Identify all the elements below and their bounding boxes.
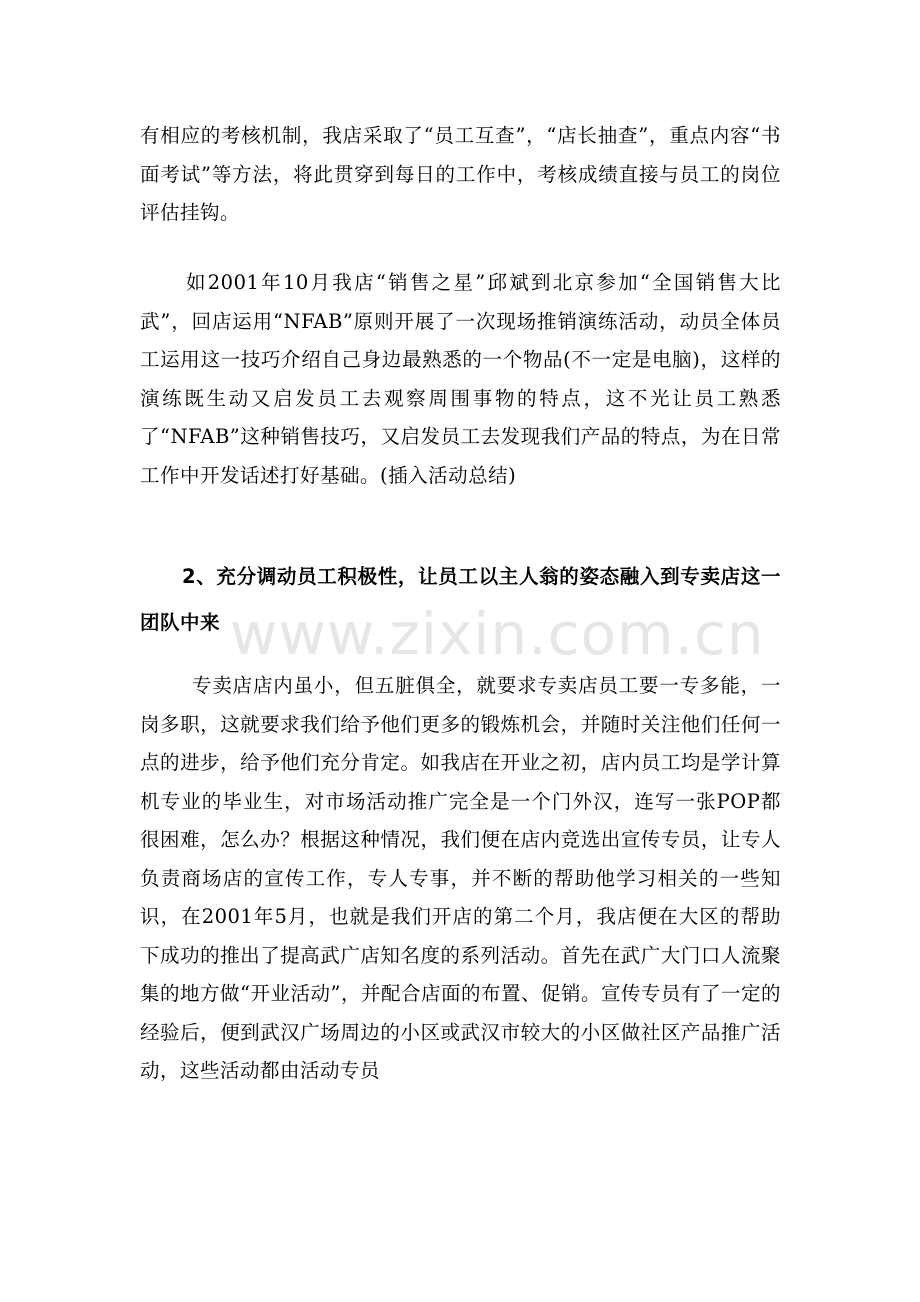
paragraph-assessment: 有相应的考核机制，我店采取了“员工互查”，“店长抽查”，重点内容“书面考试”等方法，将此贯穿到每日的工作中，考核成绩直接与员工的岗位评估挂钩。 (140, 124, 781, 224)
section-heading: 2、充分调动员工积极性，让员工以主人翁的姿态融入到专卖店这一团队中来 (140, 565, 781, 634)
watermark: www.zixin.com.cn (230, 600, 765, 668)
paragraph-store-staff: 专卖店店内虽小，但五脏俱全，就要求专卖店员工要一专多能，一岗多职，这就要求我们给予他们更多的锻炼机会，并随时关注他们任何一点的进步，给予他们充分肯定。如我店在开业之初，店内员工均是学计算机专业的毕业生，对市场活动推广完全是一个门外汉，连写一张POP都很困难，怎么办？根据这种情况，我们便在店内竞选出宣传专员，让专人负责商场店的宣传工作，专人专事，并不断的帮助他学习相关的一些知识，在2001年5月，也就是我们开店的第二个月，我店便在大区的帮助下成功的推出了提高武广店知名度的系列活动。首先在武广大门口人流聚集的地方做“开业活动”，并配合店面的布置、促销。宣传专员有了一定的经验后，便到武汉广场周边的小区或武汉市较大的小区做社区产品推广活动，这些活动都由活动专员 (140, 674, 781, 1082)
paragraph-nfab-example: 如2001年10月我店“销售之星”邱斌到北京参加“全国销售大比武”，回店运用“NFAB”原则开展了一次现场推销演练活动，动员全体员工运用这一技巧介绍自己身边最熟悉的一个物品(不一定是电脑)，这样的演练既生动又启发员工去观察周围事物的特点，这不光让员工熟悉了“NFAB”这种销售技巧，又启发员工去发现我们产品的特点，为在日常工作中开发话述打好基础。(插入活动总结) (140, 271, 781, 487)
